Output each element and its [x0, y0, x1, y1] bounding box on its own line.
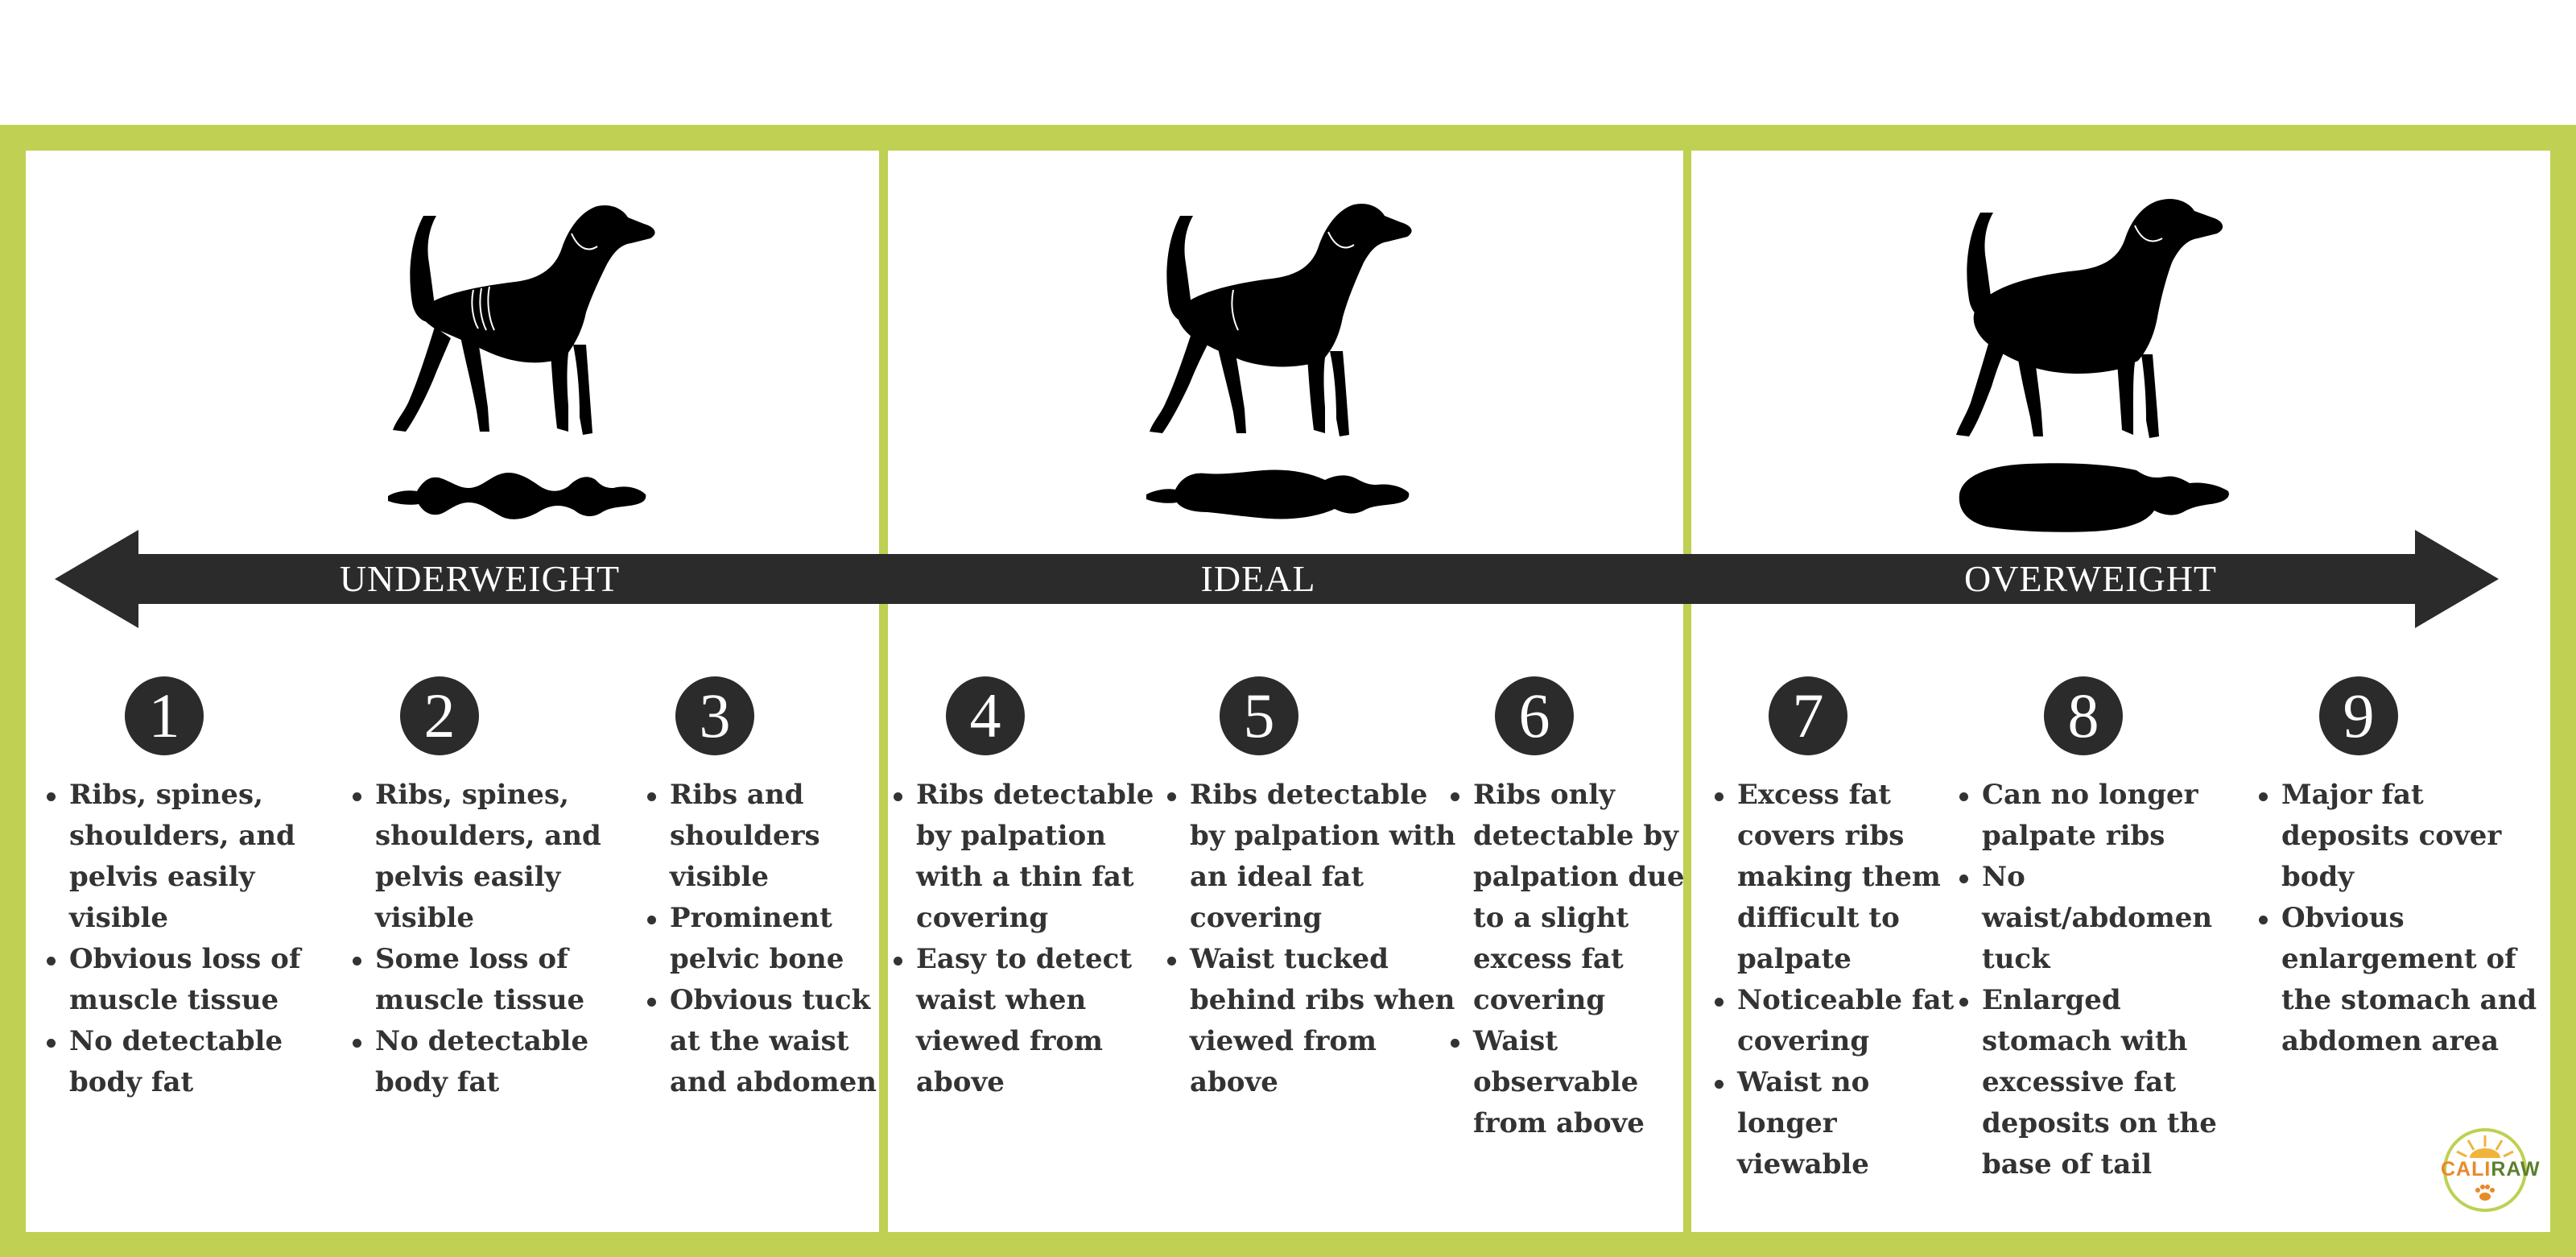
score-7-point: Excess fat covers ribs making them difficult to palpate [1737, 775, 1971, 980]
score-3-point: Prominent pelvic bone [670, 898, 908, 980]
score-5-list [1164, 775, 1463, 1103]
logo-text [2441, 1158, 2541, 1181]
score-circle-6: 6 [1495, 676, 1574, 755]
ideal-dog-side-icon [1143, 200, 1417, 441]
logo-text-raw: RAW [2491, 1158, 2541, 1181]
score-8-point: Can no longer palpate ribs [1982, 775, 2256, 857]
score-4-point: Easy to detect waist when viewed from above [916, 939, 1172, 1103]
score-2-point: No detectable body fat [375, 1021, 625, 1103]
score-9-list [2256, 775, 2555, 1062]
score-5-point: Ribs detectable by palpation with an ideal fat covering [1190, 775, 1463, 939]
label-overweight: OVERWEIGHT [1963, 558, 2218, 599]
score-1-point: No detectable body fat [69, 1021, 343, 1103]
score-1-point: Obvious loss of muscle tissue [69, 939, 343, 1021]
score-4-point: Ribs detectable by palpation with a thin fat covering [916, 775, 1172, 939]
score-9-point: Obvious enlargement of the stomach and abdomen area [2281, 898, 2555, 1062]
score-circle-9: 9 [2319, 676, 2398, 755]
score-circle-4: 4 [946, 676, 1025, 755]
label-ideal: IDEAL [1200, 558, 1316, 599]
score-7-point: Noticeable fat covering [1737, 980, 1971, 1062]
underweight-dog-top-icon [385, 461, 650, 527]
score-1-point: Ribs, spines, shoulders, and pelvis easily visible [69, 775, 343, 939]
score-4-list [890, 775, 1172, 1103]
score-circle-8: 8 [2044, 676, 2123, 755]
score-8-list [1956, 775, 2256, 1185]
score-9-point: Major fat deposits cover body [2281, 775, 2555, 898]
score-circle-1: 1 [125, 676, 204, 755]
score-5-point: Waist tucked behind ribs when viewed from above [1190, 939, 1463, 1103]
score-circle-3: 3 [675, 676, 754, 755]
score-6-point: Ribs only detectable by palpation due to a slight excess fat covering [1473, 775, 1699, 1021]
overweight-dog-side-icon [1943, 196, 2233, 446]
score-circle-7: 7 [1769, 676, 1847, 755]
score-1-list [43, 775, 343, 1103]
score-8-point: No waist/abdomen tuck [1982, 857, 2256, 980]
underweight-dog-side-icon [386, 200, 660, 441]
score-7-list [1711, 775, 1971, 1185]
score-3-point: Obvious tuck at the waist and abdomen [670, 980, 908, 1103]
label-underweight: UNDERWEIGHT [339, 558, 621, 599]
score-circle-5: 5 [1220, 676, 1298, 755]
cali-raw-logo [2441, 1126, 2541, 1214]
ideal-dog-top-icon [1143, 459, 1417, 527]
score-circle-2: 2 [400, 676, 479, 755]
score-2-list [349, 775, 625, 1103]
score-3-point: Ribs and shoulders visible [670, 775, 908, 898]
score-6-list [1447, 775, 1699, 1144]
score-8-point: Enlarged stomach with excessive fat deposits on the base of tail [1982, 980, 2256, 1185]
score-6-point: Waist observable from above [1473, 1021, 1699, 1144]
overweight-dog-top-icon [1955, 454, 2236, 538]
score-3-list [644, 775, 908, 1103]
score-7-point: Waist no longer viewable [1737, 1062, 1971, 1185]
score-2-point: Some loss of muscle tissue [375, 939, 625, 1021]
score-2-point: Ribs, spines, shoulders, and pelvis easily visible [375, 775, 625, 939]
logo-text-cali: CALI [2441, 1158, 2491, 1181]
